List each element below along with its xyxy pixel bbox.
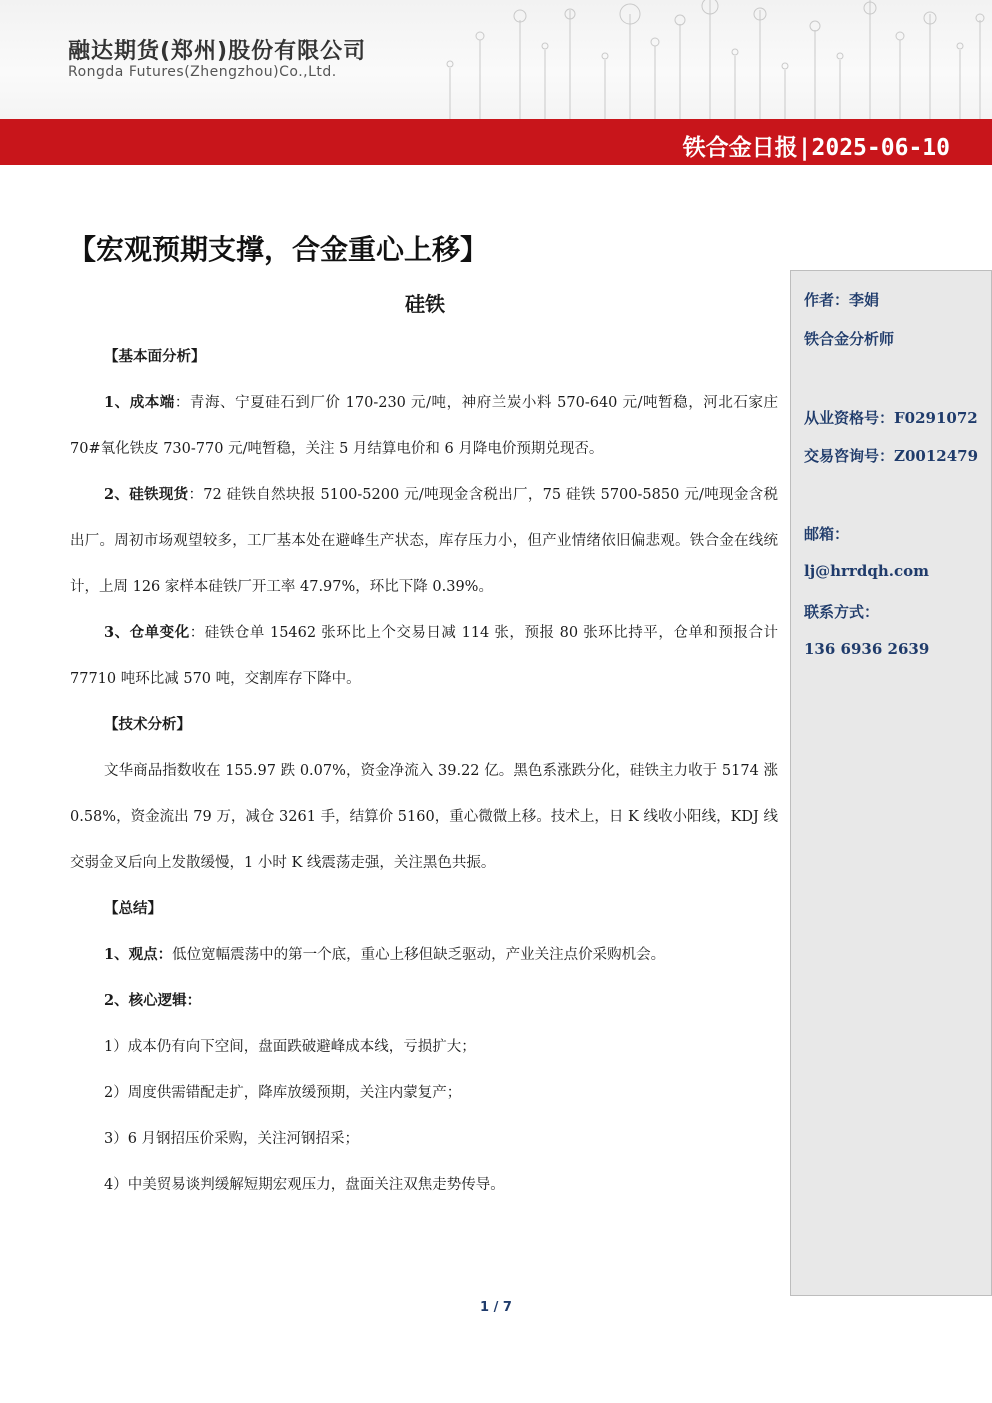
spot-lead: 2、硅铁现货 — [104, 486, 189, 503]
fundamental-heading: 【基本面分析】 — [104, 348, 206, 365]
header-decoration — [420, 0, 992, 120]
phone-number: 136 6936 2639 — [804, 640, 930, 658]
logic-item: 1）成本仍有向下空间，盘面跌破避峰成本线，亏损扩大； — [104, 1039, 476, 1055]
page-title: 【宏观预期支撑，合金重心上移】 — [68, 233, 489, 266]
technical-paragraph: 文华商品指数收在 155.97 跌 0.07%，资金净流入 39.22 亿。黑色系涨跌分化，硅铁主力收于 5174 涨 0.58%，资金流出 79 万，减仓 3261 手，结算价 5160，重心微微上移。技术上，日 K 线收小阳线，KDJ 线交弱金叉后向上发散缓慢，1 小时 K 线震荡走强，关注黑色共振。 — [70, 763, 778, 871]
cost-text: ：青海、宁夏硅石到厂价 170-230 元/吨，神府兰炭小料 570-640 元/吨暂稳，河北石家庄 70#氧化铁皮 730-770 元/吨暂稳，关注 5 月结算电价和 6 月降电价预期兑现否。 — [70, 395, 778, 457]
spot-text: ：72 硅铁自然块报 5100-5200 元/吨现金含税出厂，75 硅铁 5700-5850 元/吨现金含税出厂。周初市场观望较多，工厂基本处在避峰生产状态，库存压力小，但产业情绪依旧偏悲观。铁合金在线统计，上周 126 家样本硅铁厂开工率 47.97%，环比下降 0.39%。 — [70, 487, 778, 595]
warrant-paragraph — [70, 610, 778, 702]
logic-item: 4）中美贸易谈判缓解短期宏观压力，盘面关注双焦走势传导。 — [104, 1177, 505, 1193]
warrant-lead: 3、仓单变化 — [104, 624, 190, 641]
email-address[interactable]: lj@hrrdqh.com — [804, 562, 929, 580]
license-number: 从业资格号：F0291072 — [804, 409, 978, 427]
technical-heading: 【技术分析】 — [104, 716, 191, 733]
report-body — [70, 334, 778, 1208]
logic-item: 2）周度供需错配走扩，降库放缓预期，关注内蒙复产； — [104, 1085, 462, 1101]
view-lead: 1、观点： — [104, 946, 173, 963]
cost-lead: 1、成本端 — [104, 394, 175, 411]
consult-number: 交易咨询号：Z0012479 — [804, 447, 979, 465]
page-number: 1 / 7 — [480, 1300, 512, 1315]
summary-heading: 【总结】 — [104, 900, 162, 917]
view-text: 低位宽幅震荡中的第一个底，重心上移但缺乏驱动，产业关注点价采购机会。 — [172, 947, 666, 963]
section-subject: 硅铁 — [405, 292, 445, 316]
logic-item: 3）6 月钢招压价采购，关注河钢招采； — [104, 1131, 360, 1147]
spot-paragraph — [70, 472, 778, 610]
contact-label: 联系方式： — [804, 603, 880, 621]
warrant-text: ：硅铁仓单 15462 张环比上个交易日减 114 张，预报 80 张环比持平，仓单和预报合计 77710 吨环比减 570 吨，交割库存下降中。 — [70, 625, 778, 687]
view-paragraph — [70, 932, 778, 978]
company-name-en: Rongda Futures(Zhengzhou)Co.,Ltd. — [68, 64, 337, 80]
logic-heading: 2、核心逻辑： — [104, 992, 202, 1009]
cost-paragraph — [70, 380, 778, 472]
company-name-cn: 融达期货(郑州)股份有限公司 — [68, 39, 367, 64]
author-role: 铁合金分析师 — [804, 330, 895, 348]
report-title: 铁合金日报|2025-06-10 — [682, 135, 950, 161]
author-sidebar — [790, 270, 992, 1296]
author-name: 作者：李娟 — [804, 291, 880, 309]
report-banner — [0, 119, 992, 165]
email-label: 邮箱： — [804, 525, 850, 543]
